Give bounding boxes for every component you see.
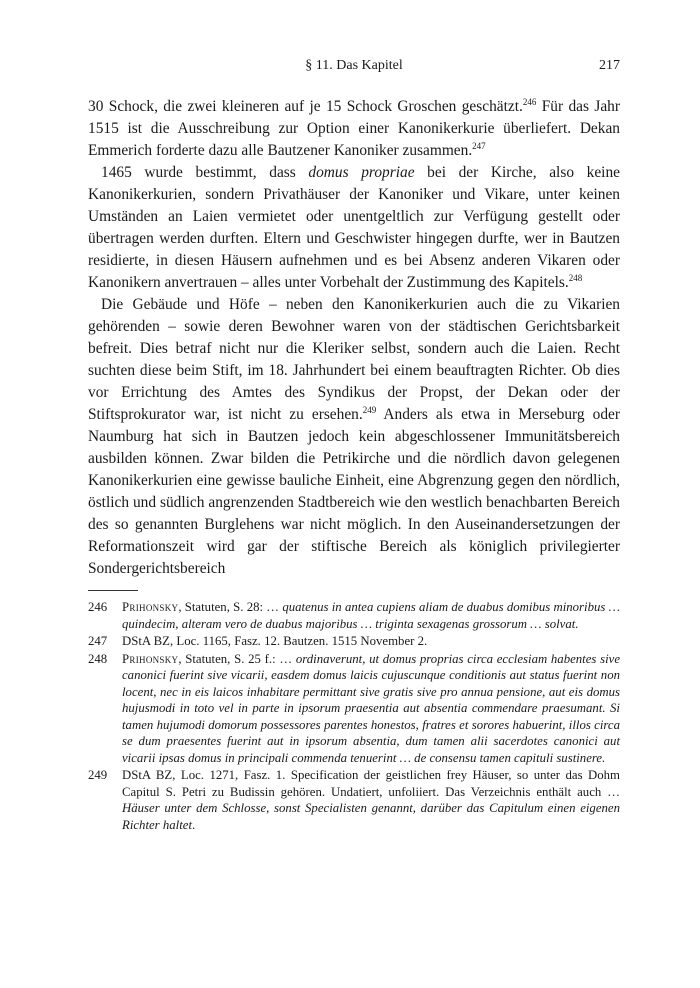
footnotes [88, 599, 620, 833]
running-header [88, 58, 620, 82]
footnote: 247 DStA BZ, Loc. 1165, Fasz. 12. Bautzen. 1515 November 2. [88, 634, 428, 648]
footnote-author: Prihonsky [122, 600, 179, 614]
paragraph-3: Die Gebäude und Höfe – neben den Kanonikerkurien auch die zu Vikarien gehörenden – sowie deren Bewohner waren von der städtischen Gerichtsbarkeit befreit. Dies betraf nicht nur die Kleriker selbst, sondern auch die Laien. Recht suchten diese beim Stift, im 18. Jahrhundert bei einem beauftragten Richter. Ob dies vor Errichtung des Amtes des Syndikus der Propst, der Dekan oder der Stiftsprokurator war, ist nicht zu ersehen.$^{249}$ Anders als etwa in Merseburg oder Naumburg hat sich in Bautzen jedoch kein abgeschlossener Immunitätsbereich ausbilden können. Zwar bilden die Petrikirche und die nördlich davon gelegenen Kanonikerkurien eine gewisse bauliche Einheit, eine Abgrenzung gegen den nördlich, östlich und südlich angrenzenden Stadtbereich wie den westlich benachbarten Bereich des so genannten Burglehens war nicht möglich. In den Auseinandersetzungen der Reformationszeit wird gar der stiftische Bereich als königlich privilegierter Sondergerichtsbereich [88, 296, 620, 577]
footnote: 249 DStA BZ, Loc. 1271, Fasz. 1. Specification der geistlichen frey Häuser, so unter das Dohm Capitul S. Petri zu Budissin gehören. Undatiert, unfoliiert. Das Verzeichnis enthält auch … Häuser unter dem Schlosse, sonst Specialisten genannt, darüber das Capitulum einen eigenen Richter haltet. [88, 768, 620, 832]
footnote-number: 249 [88, 768, 108, 782]
footnote-ref[interactable]: 248 [568, 273, 583, 283]
footnote-ref[interactable]: 249 [362, 405, 377, 415]
footnote-number: 248 [88, 651, 108, 666]
paragraph-2: 1465 wurde bestimmt, dass domus propriae bei der Kirche, also keine Kanonikerkurien, sondern Privathäuser der Kanoniker und Vikare, unter keinen Umständen an Laien vermietet oder unentgeltlich zur Verfügung gestellt oder übertragen werden durften. Eltern und Geschwister hingegen durfte, wer in Bautzen residierte, in diesen Häusern aufnehmen und es bei Absenz anderen Vikaren oder Kanonikern anvertrauen – alles unter Vorbehalt der Zustimmung des Kapitels.$^{248}$ [88, 164, 620, 291]
footnote-author: Prihonsky [122, 651, 179, 666]
footnote: 246 Prihonsky, Statuten, S. 28: … quatenus in antea cupiens aliam de duabus domibus minoribus … quindecim, alteram vero de duabus majoribus … triginta sexagenas grossorum … solvat. [88, 600, 620, 631]
footnote-number: 246 [88, 600, 108, 614]
footnote-number: 247 [88, 634, 108, 648]
paragraph-1: 30 Schock, die zwei kleineren auf je 15 Schock Groschen geschätzt.$^{246}$ Für das Jahr 1515 ist die Ausschreibung zur Option einer Kanonikerkurie überliefert. Dekan Emmerich forderte dazu alle Bautzener Kanoniker zusammen.$^{247}$ [88, 97, 620, 159]
main-text [88, 96, 620, 580]
running-title: § 11. Das Kapitel [305, 58, 403, 73]
page [88, 58, 620, 834]
footnote: 248 Prihonsky, Statuten, S. 25 f.: … ordinaverunt, ut domus proprias circa ecclesiam habentes sive canonici fuerint sive vicarii, easdem domus laicis cujuscunque conditionis aut status fuerint non locent, nec in eis laicos inhabitare permittant sive gratis sive pro annua pensione, aut eis domus hujusmodi in toto vel in parte in ipsorum praesentia aut absentia commendare praesumant. Si tamen hujumodi domorum possessores parentes honestos, fratres et sorores habuerint, illos circa se dum praesentes fuerint aut in ipsorum absentia, dum tamen alii sacerdotes canonici aut vicarii ipsas domus in principali commenda tenuerint … de consensu tamen capituli sustinere. [88, 651, 621, 765]
footnote-divider [88, 590, 138, 591]
footnote-ref[interactable]: 247 [472, 141, 486, 151]
footnote-ref[interactable]: 246 [522, 97, 537, 107]
page-number: 217 [599, 58, 620, 73]
